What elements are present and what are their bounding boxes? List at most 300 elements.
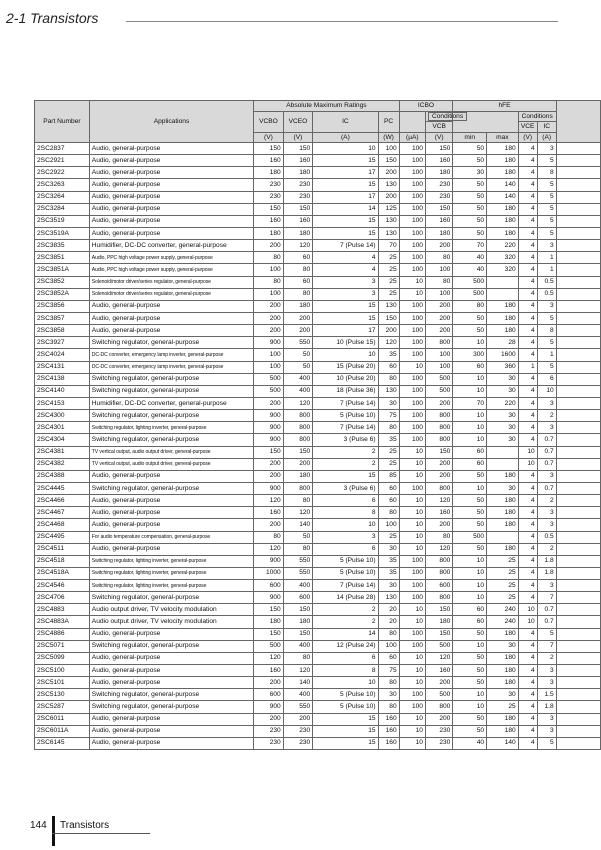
pc-cell: 130 bbox=[378, 300, 399, 312]
ic-cell: 5 (Pulse 10) bbox=[313, 701, 378, 713]
ic-cond-cell: 5 bbox=[537, 361, 556, 373]
ic-cell: 14 bbox=[313, 628, 378, 640]
hfe-max-cell: 30 bbox=[487, 373, 519, 385]
table-row bbox=[35, 458, 601, 470]
ic-cell: 3 bbox=[313, 276, 378, 288]
pc-cell: 80 bbox=[378, 507, 399, 519]
header-conditions: Conditions bbox=[425, 111, 452, 122]
icbo-cell: 10 bbox=[399, 677, 425, 689]
vcb-cell: 80 bbox=[425, 252, 452, 264]
part-number-cell: 2SC5100 bbox=[35, 665, 90, 677]
vcb-cell: 200 bbox=[425, 325, 452, 337]
vce-cell: 4 bbox=[518, 240, 537, 252]
icbo-cell: 100 bbox=[399, 312, 425, 324]
part-number-cell: 2SC6011 bbox=[35, 713, 90, 725]
pc-cell: 20 bbox=[378, 616, 399, 628]
table-row bbox=[35, 264, 601, 276]
icbo-cell: 100 bbox=[399, 410, 425, 422]
table-row bbox=[35, 373, 601, 385]
vcbo-cell: 900 bbox=[254, 422, 284, 434]
vce-cell: 4 bbox=[518, 531, 537, 543]
ic-cond-cell: 0.7 bbox=[537, 604, 556, 616]
ic-cond-cell: 1 bbox=[537, 264, 556, 276]
ic-cond-cell: 5 bbox=[537, 628, 556, 640]
hfe-min-cell: 50 bbox=[453, 155, 487, 167]
vcb-cell: 200 bbox=[425, 312, 452, 324]
pc-cell: 35 bbox=[378, 349, 399, 361]
vcb-cell: 120 bbox=[425, 495, 452, 507]
application-cell: Audio, general-purpose bbox=[89, 519, 253, 531]
spacer-cell bbox=[556, 252, 600, 264]
hfe-max-cell bbox=[487, 531, 519, 543]
hfe-max-cell bbox=[487, 288, 519, 300]
ic-cell: 15 bbox=[313, 227, 378, 239]
vceo-cell: 180 bbox=[283, 616, 313, 628]
ic-cond-cell: 3 bbox=[537, 677, 556, 689]
vceo-cell: 230 bbox=[283, 179, 313, 191]
hfe-min-cell: 500 bbox=[453, 276, 487, 288]
vcb-cell: 200 bbox=[425, 519, 452, 531]
vcb-cell: 200 bbox=[425, 713, 452, 725]
application-cell: Audio, general-purpose bbox=[89, 713, 253, 725]
hfe-min-cell: 10 bbox=[453, 592, 487, 604]
vcb-cell: 500 bbox=[425, 373, 452, 385]
header-conditions-2: Conditions bbox=[518, 111, 556, 122]
spacer-cell bbox=[556, 665, 600, 677]
icbo-cell: 100 bbox=[399, 155, 425, 167]
table-row bbox=[35, 616, 601, 628]
vce-cell: 4 bbox=[518, 300, 537, 312]
hfe-min-cell: 80 bbox=[453, 300, 487, 312]
ic-cell: 7 (Pulse 14) bbox=[313, 580, 378, 592]
vcbo-cell: 600 bbox=[254, 689, 284, 701]
spacer-cell bbox=[556, 276, 600, 288]
icbo-cell: 10 bbox=[399, 531, 425, 543]
ic-cond-cell: 5 bbox=[537, 215, 556, 227]
part-number-cell: 2SC3851 bbox=[35, 252, 90, 264]
vceo-cell: 200 bbox=[283, 458, 313, 470]
table-row bbox=[35, 397, 601, 409]
part-number-cell: 2SC3264 bbox=[35, 191, 90, 203]
footer-title: Transistors bbox=[60, 820, 110, 831]
vcb-cell: 600 bbox=[425, 580, 452, 592]
pc-cell: 160 bbox=[378, 713, 399, 725]
vcbo-cell: 200 bbox=[254, 713, 284, 725]
hfe-min-cell: 50 bbox=[453, 713, 487, 725]
hfe-max-cell: 25 bbox=[487, 580, 519, 592]
hfe-max-cell: 240 bbox=[487, 616, 519, 628]
ic-cond-cell: 5 bbox=[537, 155, 556, 167]
ic-cell: 7 (Pulse 14) bbox=[313, 240, 378, 252]
ic-cond-cell: 5 bbox=[537, 337, 556, 349]
vceo-cell: 150 bbox=[283, 628, 313, 640]
vcb-cell: 150 bbox=[425, 143, 452, 155]
hfe-min-cell: 10 bbox=[453, 337, 487, 349]
vce-cell: 4 bbox=[518, 215, 537, 227]
ic-cell: 15 bbox=[313, 300, 378, 312]
vcb-cell: 100 bbox=[425, 288, 452, 300]
hfe-min-cell: 10 bbox=[453, 555, 487, 567]
icbo-cell: 100 bbox=[399, 482, 425, 494]
vcb-cell: 500 bbox=[425, 640, 452, 652]
ic-cell: 17 bbox=[313, 191, 378, 203]
vcbo-cell: 900 bbox=[254, 592, 284, 604]
vceo-cell: 200 bbox=[283, 713, 313, 725]
pc-cell: 30 bbox=[378, 397, 399, 409]
ic-cond-cell: 2 bbox=[537, 410, 556, 422]
vcbo-cell: 200 bbox=[254, 677, 284, 689]
pc-cell: 200 bbox=[378, 167, 399, 179]
application-cell: Audio, general-purpose bbox=[89, 179, 253, 191]
table-row bbox=[35, 737, 601, 749]
table-row bbox=[35, 531, 601, 543]
hfe-min-cell: 50 bbox=[453, 470, 487, 482]
spacer-cell bbox=[556, 179, 600, 191]
table-row bbox=[35, 191, 601, 203]
vcb-cell: 500 bbox=[425, 689, 452, 701]
vce-cell: 4 bbox=[518, 567, 537, 579]
unit-ic: (A) bbox=[313, 132, 378, 143]
vceo-cell: 80 bbox=[283, 652, 313, 664]
table-row bbox=[35, 422, 601, 434]
pc-cell: 30 bbox=[378, 543, 399, 555]
part-number-cell: 2SC4381 bbox=[35, 446, 90, 458]
vce-cell: 4 bbox=[518, 640, 537, 652]
application-cell: For audio temperature compensation, general-purpose bbox=[89, 531, 253, 543]
pc-cell: 130 bbox=[378, 179, 399, 191]
icbo-cell: 100 bbox=[399, 555, 425, 567]
ic-cond-cell: 6 bbox=[537, 373, 556, 385]
vcbo-cell: 200 bbox=[254, 519, 284, 531]
spacer-cell bbox=[556, 385, 600, 397]
spacer-cell bbox=[556, 300, 600, 312]
application-cell: Switching regulator, general-purpose bbox=[89, 337, 253, 349]
ic-cond-cell: 1.8 bbox=[537, 567, 556, 579]
application-cell: Audio, general-purpose bbox=[89, 495, 253, 507]
icbo-cell: 100 bbox=[399, 191, 425, 203]
icbo-cell: 100 bbox=[399, 179, 425, 191]
vce-cell: 4 bbox=[518, 288, 537, 300]
icbo-cell: 100 bbox=[399, 422, 425, 434]
hfe-max-cell: 30 bbox=[487, 689, 519, 701]
vcb-cell: 150 bbox=[425, 446, 452, 458]
section-title: 2-1 Transistors bbox=[6, 10, 99, 26]
ic-cond-cell: 10 bbox=[537, 385, 556, 397]
hfe-max-cell bbox=[487, 446, 519, 458]
ic-cell: 2 bbox=[313, 604, 378, 616]
page-number: 144 bbox=[30, 820, 47, 831]
vcbo-cell: 180 bbox=[254, 616, 284, 628]
hfe-max-cell: 140 bbox=[487, 191, 519, 203]
hfe-max-cell: 140 bbox=[487, 737, 519, 749]
icbo-cell: 10 bbox=[399, 519, 425, 531]
table-row bbox=[35, 555, 601, 567]
hfe-max-cell: 30 bbox=[487, 482, 519, 494]
icbo-cell: 100 bbox=[399, 434, 425, 446]
ic-cell: 7 (Pulse 14) bbox=[313, 422, 378, 434]
vceo-cell: 200 bbox=[283, 325, 313, 337]
application-cell: Audio, general-purpose bbox=[89, 665, 253, 677]
icbo-cell: 100 bbox=[399, 373, 425, 385]
hfe-min-cell: 50 bbox=[453, 143, 487, 155]
spacer-cell bbox=[556, 555, 600, 567]
ic-cell: 2 bbox=[313, 446, 378, 458]
table-row bbox=[35, 240, 601, 252]
hfe-min-cell: 70 bbox=[453, 240, 487, 252]
vcb-cell: 180 bbox=[425, 227, 452, 239]
ic-cell: 18 (Pulse 36) bbox=[313, 385, 378, 397]
vcb-cell: 800 bbox=[425, 701, 452, 713]
vcbo-cell: 1000 bbox=[254, 567, 284, 579]
vce-cell: 4 bbox=[518, 482, 537, 494]
pc-cell: 25 bbox=[378, 264, 399, 276]
vcbo-cell: 230 bbox=[254, 725, 284, 737]
vceo-cell: 550 bbox=[283, 567, 313, 579]
icbo-cell: 100 bbox=[399, 252, 425, 264]
part-number-cell: 2SC5099 bbox=[35, 652, 90, 664]
ic-cell: 5 (Pulse 10) bbox=[313, 555, 378, 567]
hfe-min-cell: 30 bbox=[453, 167, 487, 179]
hfe-max-cell: 180 bbox=[487, 470, 519, 482]
ic-cell: 10 bbox=[313, 677, 378, 689]
vceo-cell: 230 bbox=[283, 191, 313, 203]
vcbo-cell: 150 bbox=[254, 446, 284, 458]
icbo-cell: 10 bbox=[399, 616, 425, 628]
pc-cell: 100 bbox=[378, 519, 399, 531]
ic-cond-cell: 5 bbox=[537, 312, 556, 324]
ic-cond-cell: 3 bbox=[537, 665, 556, 677]
ic-cond-cell: 5 bbox=[537, 227, 556, 239]
vceo-cell: 800 bbox=[283, 410, 313, 422]
vce-cell: 10 bbox=[518, 604, 537, 616]
vcbo-cell: 120 bbox=[254, 543, 284, 555]
part-number-cell: 2SC5130 bbox=[35, 689, 90, 701]
hfe-min-cell: 10 bbox=[453, 580, 487, 592]
spacer-cell bbox=[556, 203, 600, 215]
icbo-cell: 100 bbox=[399, 240, 425, 252]
application-cell: Switching regulator, general-purpose bbox=[89, 434, 253, 446]
part-number-cell: 2SC4153 bbox=[35, 397, 90, 409]
vcb-cell: 150 bbox=[425, 628, 452, 640]
application-cell: Audio output driver, TV velocity modulation bbox=[89, 604, 253, 616]
ic-cell: 15 bbox=[313, 737, 378, 749]
vcb-cell: 160 bbox=[425, 507, 452, 519]
application-cell: TV vertical output, audio output driver, general-purpose bbox=[89, 458, 253, 470]
hfe-min-cell: 50 bbox=[453, 677, 487, 689]
vcbo-cell: 150 bbox=[254, 628, 284, 640]
hfe-max-cell: 220 bbox=[487, 397, 519, 409]
part-number-cell: 2SC5287 bbox=[35, 701, 90, 713]
ic-cond-cell: 1.5 bbox=[537, 689, 556, 701]
part-number-cell: 2SC3835 bbox=[35, 240, 90, 252]
ic-cell: 15 bbox=[313, 470, 378, 482]
application-cell: Audio, general-purpose bbox=[89, 167, 253, 179]
ic-cell: 10 bbox=[313, 519, 378, 531]
pc-cell: 75 bbox=[378, 665, 399, 677]
hfe-max-cell bbox=[487, 276, 519, 288]
pc-cell: 60 bbox=[378, 361, 399, 373]
ic-cell: 3 bbox=[313, 288, 378, 300]
table-row bbox=[35, 446, 601, 458]
vce-cell: 4 bbox=[518, 312, 537, 324]
hfe-max-cell: 180 bbox=[487, 677, 519, 689]
vcbo-cell: 230 bbox=[254, 737, 284, 749]
pc-cell: 80 bbox=[378, 677, 399, 689]
vcbo-cell: 160 bbox=[254, 155, 284, 167]
vceo-cell: 60 bbox=[283, 252, 313, 264]
hfe-max-cell: 180 bbox=[487, 143, 519, 155]
vcbo-cell: 200 bbox=[254, 240, 284, 252]
hfe-min-cell: 50 bbox=[453, 628, 487, 640]
icbo-cell: 100 bbox=[399, 689, 425, 701]
icbo-cell: 10 bbox=[399, 361, 425, 373]
vceo-cell: 400 bbox=[283, 640, 313, 652]
vcbo-cell: 80 bbox=[254, 276, 284, 288]
vceo-cell: 50 bbox=[283, 349, 313, 361]
spacer-cell bbox=[556, 410, 600, 422]
ic-cell: 10 (Pulse 20) bbox=[313, 373, 378, 385]
pc-cell: 30 bbox=[378, 689, 399, 701]
hfe-min-cell: 70 bbox=[453, 397, 487, 409]
vcb-cell: 80 bbox=[425, 531, 452, 543]
vcbo-cell: 180 bbox=[254, 227, 284, 239]
spacer-cell bbox=[556, 737, 600, 749]
hfe-max-cell: 30 bbox=[487, 434, 519, 446]
hfe-max-cell: 30 bbox=[487, 422, 519, 434]
hfe-max-cell: 320 bbox=[487, 264, 519, 276]
table-row bbox=[35, 543, 601, 555]
section-header bbox=[6, 10, 558, 30]
pc-cell: 200 bbox=[378, 191, 399, 203]
vcbo-cell: 900 bbox=[254, 482, 284, 494]
table-row bbox=[35, 227, 601, 239]
ic-cell: 6 bbox=[313, 495, 378, 507]
spacer-cell bbox=[556, 677, 600, 689]
ic-cond-cell: 0.7 bbox=[537, 446, 556, 458]
icbo-cell: 10 bbox=[399, 495, 425, 507]
vcbo-cell: 200 bbox=[254, 458, 284, 470]
spacer-cell bbox=[556, 640, 600, 652]
vceo-cell: 550 bbox=[283, 555, 313, 567]
table-row bbox=[35, 337, 601, 349]
vceo-cell: 80 bbox=[283, 543, 313, 555]
icbo-cell: 10 bbox=[399, 665, 425, 677]
vcb-cell: 120 bbox=[425, 652, 452, 664]
vcbo-cell: 100 bbox=[254, 361, 284, 373]
table-row bbox=[35, 677, 601, 689]
table-row bbox=[35, 312, 601, 324]
table-row bbox=[35, 300, 601, 312]
hfe-max-cell: 180 bbox=[487, 312, 519, 324]
ic-cond-cell: 2 bbox=[537, 543, 556, 555]
vce-cell: 4 bbox=[518, 507, 537, 519]
vcbo-cell: 100 bbox=[254, 288, 284, 300]
hfe-max-cell: 28 bbox=[487, 337, 519, 349]
spacer-cell bbox=[556, 264, 600, 276]
spacer-cell bbox=[556, 616, 600, 628]
spacer-cell bbox=[556, 240, 600, 252]
application-cell: Switching regulator, lighting inverter, general-purpose bbox=[89, 580, 253, 592]
application-cell: Audio, general-purpose bbox=[89, 300, 253, 312]
vceo-cell: 180 bbox=[283, 470, 313, 482]
application-cell: Audio, PPC high voltage power supply, general-purpose bbox=[89, 264, 253, 276]
vceo-cell: 550 bbox=[283, 701, 313, 713]
hfe-min-cell: 10 bbox=[453, 640, 487, 652]
part-number-cell: 2SC3263 bbox=[35, 179, 90, 191]
vcb-cell: 800 bbox=[425, 337, 452, 349]
vceo-cell: 50 bbox=[283, 361, 313, 373]
header-ic-cond: IC bbox=[537, 122, 556, 133]
hfe-max-cell: 180 bbox=[487, 725, 519, 737]
part-number-cell: 2SC4445 bbox=[35, 482, 90, 494]
application-cell: DC-DC converter, emergency lamp inverter, general-purpose bbox=[89, 349, 253, 361]
hfe-min-cell: 10 bbox=[453, 701, 487, 713]
spacer-cell bbox=[556, 422, 600, 434]
part-number-cell: 2SC4138 bbox=[35, 373, 90, 385]
application-cell: Audio, general-purpose bbox=[89, 470, 253, 482]
vcbo-cell: 900 bbox=[254, 701, 284, 713]
part-number-cell: 2SC6145 bbox=[35, 737, 90, 749]
hfe-min-cell: 50 bbox=[453, 227, 487, 239]
vceo-cell: 800 bbox=[283, 422, 313, 434]
pc-cell: 80 bbox=[378, 701, 399, 713]
hfe-min-cell: 40 bbox=[453, 264, 487, 276]
pc-cell: 80 bbox=[378, 373, 399, 385]
part-number-cell: 2SC4131 bbox=[35, 361, 90, 373]
vceo-cell: 150 bbox=[283, 143, 313, 155]
vce-cell: 4 bbox=[518, 373, 537, 385]
spacer-cell bbox=[556, 215, 600, 227]
icbo-cell: 10 bbox=[399, 470, 425, 482]
unit-vceo: (V) bbox=[283, 132, 313, 143]
pc-cell: 80 bbox=[378, 422, 399, 434]
vcb-cell: 200 bbox=[425, 300, 452, 312]
vce-cell: 4 bbox=[518, 325, 537, 337]
ic-cond-cell: 0.7 bbox=[537, 458, 556, 470]
vcb-cell: 200 bbox=[425, 397, 452, 409]
application-cell: Switching regulator, general-purpose bbox=[89, 592, 253, 604]
pc-cell: 100 bbox=[378, 640, 399, 652]
part-number-cell: 2SC3856 bbox=[35, 300, 90, 312]
vce-cell: 4 bbox=[518, 519, 537, 531]
spacer-cell bbox=[556, 689, 600, 701]
hfe-max-cell: 30 bbox=[487, 410, 519, 422]
table-row bbox=[35, 325, 601, 337]
ic-cond-cell: 3 bbox=[537, 397, 556, 409]
table-row bbox=[35, 689, 601, 701]
vceo-cell: 180 bbox=[283, 300, 313, 312]
table-row bbox=[35, 410, 601, 422]
spacer-cell bbox=[556, 191, 600, 203]
spacer-cell bbox=[556, 531, 600, 543]
hfe-max-cell: 30 bbox=[487, 640, 519, 652]
hfe-max-cell: 180 bbox=[487, 507, 519, 519]
footer-rule bbox=[52, 833, 150, 834]
icbo-cell: 10 bbox=[399, 543, 425, 555]
ic-cell: 8 bbox=[313, 665, 378, 677]
vcbo-cell: 500 bbox=[254, 640, 284, 652]
application-cell: Humidifier, DC-DC converter, general-purpose bbox=[89, 397, 253, 409]
hfe-max-cell: 180 bbox=[487, 215, 519, 227]
part-number-cell: 2SC3852 bbox=[35, 276, 90, 288]
pc-cell: 120 bbox=[378, 337, 399, 349]
icbo-cell: 10 bbox=[399, 288, 425, 300]
part-number-cell: 2SC4495 bbox=[35, 531, 90, 543]
pc-cell: 25 bbox=[378, 458, 399, 470]
spacer-cell bbox=[556, 288, 600, 300]
pc-cell: 25 bbox=[378, 288, 399, 300]
ic-cond-cell: 0.7 bbox=[537, 616, 556, 628]
